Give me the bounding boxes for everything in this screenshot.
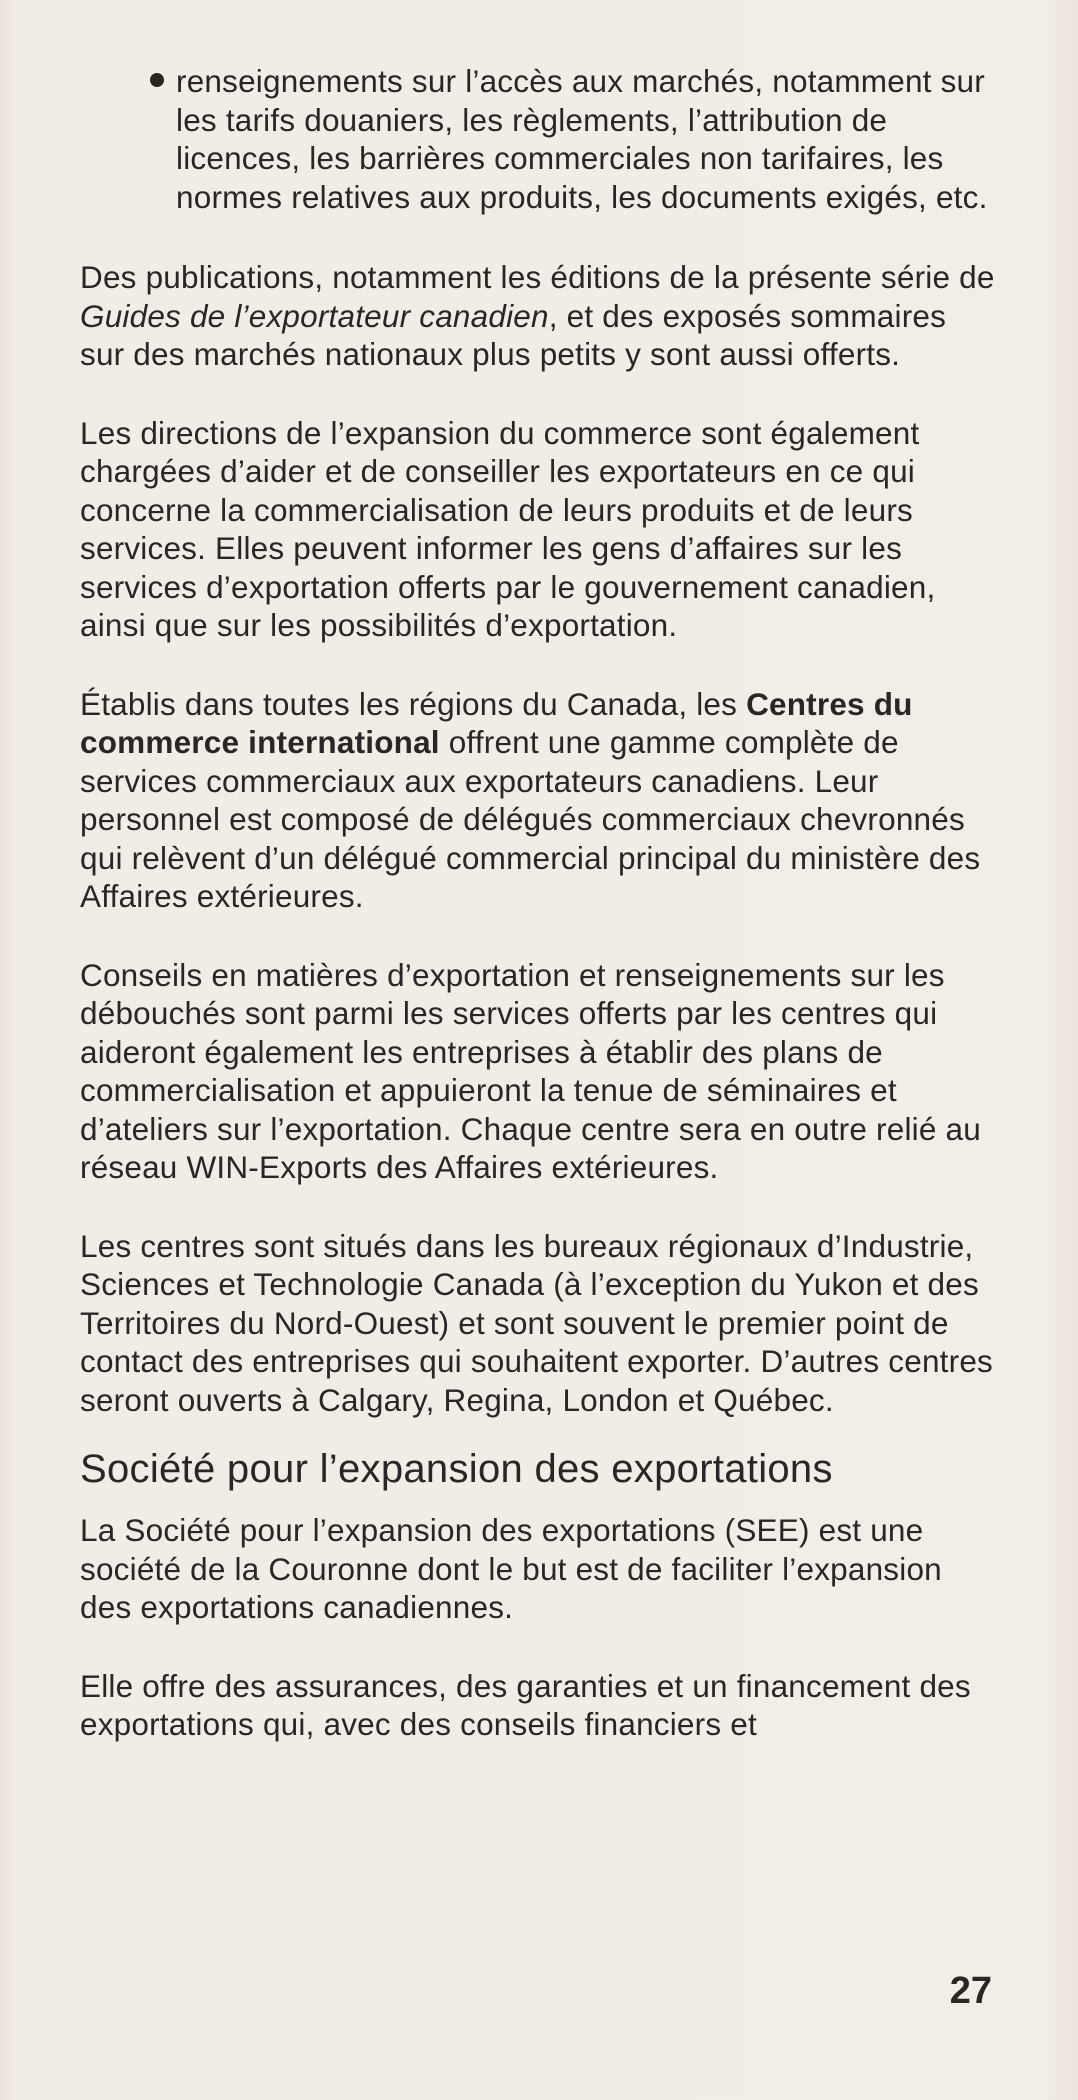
paragraph-trade-directions: Les directions de l’expansion du commerce sont également chargées d’aider et de conseiller les exportateurs en ce qui concerne la commercialisation de leurs produits et de leurs services. Elles peuvent informer les gens d’affaires sur les services d’exportation offerts par le gouvernement canadien, ainsi que sur les possibilités d’exportation. xyxy=(80,414,936,643)
section-heading: Société pour l’expansion des exportations xyxy=(80,1447,833,1491)
bullet-text: renseignements sur l’accès aux marchés, notamment sur les tarifs douaniers, les règlements, l’attribution de licences, les barrières commerciales non tarifaires, les normes relatives aux produits, les documents exigés, etc. xyxy=(176,63,988,215)
publications-text-start: Des publications, notamment les éditions de la présente série de xyxy=(80,259,995,295)
paragraph-publications xyxy=(80,258,995,374)
bullet-icon xyxy=(150,73,164,87)
text-column xyxy=(80,62,995,1784)
trade-centres-name: Centres du commerce international xyxy=(80,685,913,760)
paragraph-trade-centres xyxy=(80,685,995,916)
paragraph-centre-locations: Les centres sont situés dans les bureaux régionaux d’Industrie, Sciences et Technologie Canada (à l’exception du Yukon et des Territoires du Nord-Ouest) et sont souvent le premier point de contact des entreprises qui souhaitent exporter. D’autres centres seront ouverts à Calgary, Regina, London et Québec. xyxy=(80,1227,993,1418)
paragraph-export-advice: Conseils en matières d’exportation et renseignements sur les débouchés sont parmi les services offerts par les centres qui aideront également les entreprises à établir des plans de commercialisation et appuieront la tenue de séminaires et d’ateliers sur l’exportation. Chaque centre sera en outre relié au réseau WIN-Exports des Affaires extérieures. xyxy=(80,956,981,1185)
bullet-list-item xyxy=(80,62,995,216)
publications-text-end: , et des exposés sommaires sur des marchés nationaux plus petits y sont aussi offerts. xyxy=(80,297,947,372)
paragraph-see-services: Elle offre des assurances, des garanties et un financement des exportations qui, avec des conseils financiers et xyxy=(80,1667,971,1742)
page-number: 27 xyxy=(949,1970,992,2012)
paragraph-see-intro: La Société pour l’expansion des exportations (SEE) est une société de la Couronne dont le but est de faciliter l’expansion des exportations canadiennes. xyxy=(80,1512,942,1625)
trade-centres-text-end: offrent une gamme complète de services commerciaux aux exportateurs canadiens. Leur personnel est composé de délégués commerciaux chevronnés qui relèvent d’un délégué commercial principal du ministère des Affaires extérieures. xyxy=(80,724,981,914)
guide-series-title: Guides de l’exportateur canadien xyxy=(80,297,549,334)
trade-centres-text-start: Établis dans toutes les régions du Canada, les xyxy=(80,685,747,722)
